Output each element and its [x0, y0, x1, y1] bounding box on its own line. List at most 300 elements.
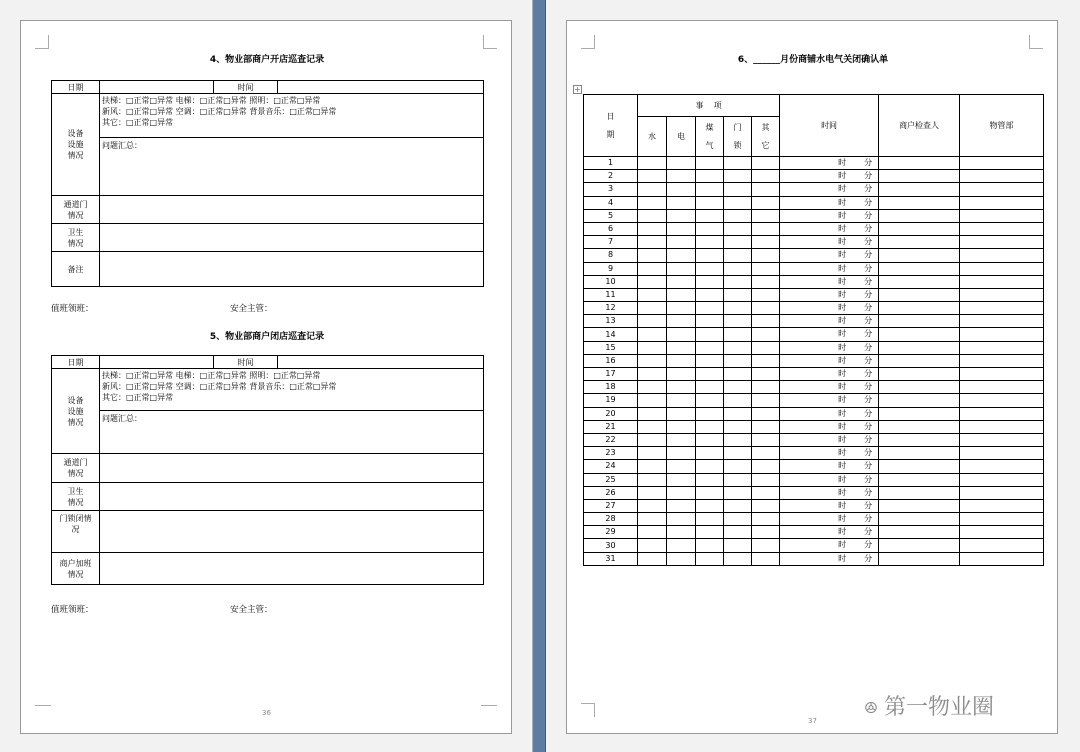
day-cell: 6	[584, 222, 638, 235]
property-cell[interactable]	[960, 341, 1044, 354]
property-cell[interactable]	[960, 302, 1044, 315]
hour-label: 时	[838, 527, 847, 537]
check-cell[interactable]	[638, 170, 667, 183]
form5-issues-label: 问题汇总：	[102, 414, 142, 423]
day-cell: 15	[584, 341, 638, 354]
check-cell[interactable]	[696, 526, 724, 539]
check-cell[interactable]	[724, 222, 752, 235]
check-cell[interactable]	[724, 381, 752, 394]
check-cell[interactable]	[638, 302, 667, 315]
check-cell[interactable]	[724, 407, 752, 420]
inspector-cell[interactable]	[879, 288, 960, 301]
check-cell[interactable]	[667, 394, 696, 407]
time-cell[interactable]	[780, 209, 879, 222]
form5-equip-line2[interactable]: 新风：□正常□异常 空调：□正常□异常 背景音乐：□正常□异常	[102, 382, 337, 391]
property-cell[interactable]	[960, 275, 1044, 288]
check-cell[interactable]	[696, 433, 724, 446]
property-cell[interactable]	[960, 249, 1044, 262]
check-cell[interactable]	[667, 275, 696, 288]
time-cell[interactable]	[780, 539, 879, 552]
check-cell[interactable]	[667, 499, 696, 512]
form5-hygiene-label: 卫生 情况	[52, 483, 100, 511]
inspector-cell[interactable]	[879, 183, 960, 196]
time-cell[interactable]	[780, 381, 879, 394]
check-cell[interactable]	[638, 526, 667, 539]
check-cell[interactable]	[752, 499, 780, 512]
check-cell[interactable]	[696, 407, 724, 420]
check-cell[interactable]	[638, 420, 667, 433]
check-cell[interactable]	[638, 368, 667, 381]
check-cell[interactable]	[696, 499, 724, 512]
check-cell[interactable]	[696, 222, 724, 235]
hour-label: 时	[838, 197, 847, 207]
form5-hygiene-field[interactable]	[100, 483, 484, 511]
form4-date-value[interactable]	[100, 81, 214, 94]
check-cell[interactable]	[752, 315, 780, 328]
inspector-cell[interactable]	[879, 407, 960, 420]
inspector-cell[interactable]	[879, 315, 960, 328]
form5-date-value[interactable]	[100, 356, 214, 369]
inspector-cell[interactable]	[879, 157, 960, 170]
form5-issues-field[interactable]	[100, 411, 484, 454]
check-cell[interactable]	[696, 170, 724, 183]
page-divider[interactable]	[532, 0, 546, 752]
form5-equip-line3[interactable]: 其它：□正常□异常	[102, 393, 174, 402]
check-cell[interactable]	[752, 249, 780, 262]
check-cell[interactable]	[667, 447, 696, 460]
check-cell[interactable]	[752, 368, 780, 381]
day-cell: 16	[584, 354, 638, 367]
check-cell[interactable]	[667, 341, 696, 354]
check-cell[interactable]	[724, 354, 752, 367]
check-cell[interactable]	[752, 170, 780, 183]
property-cell[interactable]	[960, 381, 1044, 394]
time-cell[interactable]	[780, 196, 879, 209]
check-cell[interactable]	[638, 381, 667, 394]
check-cell[interactable]	[724, 368, 752, 381]
property-cell[interactable]	[960, 196, 1044, 209]
time-cell[interactable]	[780, 420, 879, 433]
check-cell[interactable]	[638, 183, 667, 196]
check-cell[interactable]	[696, 486, 724, 499]
time-cell[interactable]	[780, 526, 879, 539]
form4-equip-line1[interactable]: 扶梯：□正常□异常 电梯：□正常□异常 照明：□正常□异常	[102, 96, 321, 105]
corner-mark-icon	[1029, 35, 1043, 49]
time-cell[interactable]	[780, 473, 879, 486]
form4-issues-label: 问题汇总：	[102, 141, 142, 150]
check-cell[interactable]	[724, 328, 752, 341]
check-cell[interactable]	[752, 460, 780, 473]
check-cell[interactable]	[667, 513, 696, 526]
form4-hygiene-field[interactable]	[100, 224, 484, 252]
check-cell[interactable]	[667, 209, 696, 222]
inspector-cell[interactable]	[879, 236, 960, 249]
time-cell[interactable]	[780, 315, 879, 328]
check-cell[interactable]	[696, 394, 724, 407]
time-cell[interactable]	[780, 288, 879, 301]
check-cell[interactable]	[724, 262, 752, 275]
check-cell[interactable]	[667, 249, 696, 262]
inspector-cell[interactable]	[879, 420, 960, 433]
inspector-cell[interactable]	[879, 302, 960, 315]
check-cell[interactable]	[696, 552, 724, 565]
check-cell[interactable]	[696, 249, 724, 262]
check-cell[interactable]	[724, 183, 752, 196]
time-cell[interactable]	[780, 262, 879, 275]
inspector-cell[interactable]	[879, 209, 960, 222]
check-cell[interactable]	[752, 209, 780, 222]
inspector-cell[interactable]	[879, 552, 960, 565]
property-cell[interactable]	[960, 328, 1044, 341]
check-cell[interactable]	[724, 513, 752, 526]
time-cell[interactable]	[780, 222, 879, 235]
check-cell[interactable]	[667, 183, 696, 196]
time-cell[interactable]	[780, 170, 879, 183]
check-cell[interactable]	[667, 262, 696, 275]
check-cell[interactable]	[696, 302, 724, 315]
check-cell[interactable]	[724, 539, 752, 552]
form5-date-label: 日期	[52, 356, 100, 369]
check-cell[interactable]	[724, 552, 752, 565]
check-cell[interactable]	[638, 499, 667, 512]
inspector-cell[interactable]	[879, 513, 960, 526]
inspector-cell[interactable]	[879, 275, 960, 288]
hour-label: 时	[838, 461, 847, 471]
inspector-cell[interactable]	[879, 526, 960, 539]
check-cell[interactable]	[667, 236, 696, 249]
check-cell[interactable]	[638, 552, 667, 565]
check-cell[interactable]	[638, 222, 667, 235]
check-cell[interactable]	[724, 209, 752, 222]
time-cell[interactable]	[780, 552, 879, 565]
property-cell[interactable]	[960, 236, 1044, 249]
check-cell[interactable]	[696, 262, 724, 275]
check-cell[interactable]	[724, 157, 752, 170]
form4-security-supervisor: 安全主管：	[230, 304, 273, 314]
check-cell[interactable]	[724, 170, 752, 183]
table-row	[584, 407, 1044, 420]
check-cell[interactable]	[667, 354, 696, 367]
check-cell[interactable]	[724, 275, 752, 288]
time-cell[interactable]	[780, 328, 879, 341]
time-cell[interactable]	[780, 275, 879, 288]
check-cell[interactable]	[696, 381, 724, 394]
property-cell[interactable]	[960, 170, 1044, 183]
time-cell[interactable]	[780, 302, 879, 315]
check-cell[interactable]	[638, 473, 667, 486]
check-cell[interactable]	[752, 381, 780, 394]
form5-passage-field[interactable]	[100, 454, 484, 483]
check-cell[interactable]	[752, 157, 780, 170]
time-cell[interactable]	[780, 341, 879, 354]
inspector-cell[interactable]	[879, 473, 960, 486]
check-cell[interactable]	[724, 315, 752, 328]
time-cell[interactable]	[780, 368, 879, 381]
check-cell[interactable]	[696, 236, 724, 249]
property-cell[interactable]	[960, 157, 1044, 170]
time-cell[interactable]	[780, 499, 879, 512]
check-cell[interactable]	[752, 302, 780, 315]
property-cell[interactable]	[960, 513, 1044, 526]
check-cell[interactable]	[752, 196, 780, 209]
check-cell[interactable]	[696, 447, 724, 460]
inspector-cell[interactable]	[879, 539, 960, 552]
time-cell[interactable]	[780, 394, 879, 407]
time-cell[interactable]	[780, 513, 879, 526]
property-cell[interactable]	[960, 539, 1044, 552]
inspector-cell[interactable]	[879, 381, 960, 394]
property-cell[interactable]	[960, 183, 1044, 196]
check-cell[interactable]	[638, 157, 667, 170]
day-cell: 30	[584, 539, 638, 552]
time-cell[interactable]	[780, 407, 879, 420]
check-cell[interactable]	[752, 420, 780, 433]
property-cell[interactable]	[960, 315, 1044, 328]
check-cell[interactable]	[696, 460, 724, 473]
property-cell[interactable]	[960, 354, 1044, 367]
inspector-cell[interactable]	[879, 354, 960, 367]
inspector-cell[interactable]	[879, 460, 960, 473]
time-cell[interactable]	[780, 183, 879, 196]
inspector-cell[interactable]	[879, 341, 960, 354]
time-cell[interactable]	[780, 354, 879, 367]
check-cell[interactable]	[638, 341, 667, 354]
check-cell[interactable]	[667, 486, 696, 499]
time-cell[interactable]	[780, 460, 879, 473]
form5-equip-line1[interactable]: 扶梯：□正常□异常 电梯：□正常□异常 照明：□正常□异常	[102, 371, 321, 380]
form4-equip-line3[interactable]: 其它：□正常□异常	[102, 118, 174, 127]
inspector-cell[interactable]	[879, 486, 960, 499]
inspector-cell[interactable]	[879, 196, 960, 209]
check-cell[interactable]	[667, 288, 696, 301]
check-cell[interactable]	[667, 222, 696, 235]
property-cell[interactable]	[960, 262, 1044, 275]
inspector-cell[interactable]	[879, 249, 960, 262]
hour-label: 时	[838, 382, 847, 392]
check-cell[interactable]	[752, 513, 780, 526]
check-cell[interactable]	[696, 157, 724, 170]
check-cell[interactable]	[752, 341, 780, 354]
check-cell[interactable]	[724, 249, 752, 262]
check-cell[interactable]	[638, 407, 667, 420]
check-cell[interactable]	[752, 407, 780, 420]
property-cell[interactable]	[960, 486, 1044, 499]
table-row	[584, 473, 1044, 486]
check-cell[interactable]	[638, 513, 667, 526]
check-cell[interactable]	[724, 473, 752, 486]
check-cell[interactable]	[667, 157, 696, 170]
property-cell[interactable]	[960, 433, 1044, 446]
check-cell[interactable]	[724, 433, 752, 446]
time-cell[interactable]	[780, 486, 879, 499]
check-cell[interactable]	[696, 196, 724, 209]
check-cell[interactable]	[638, 315, 667, 328]
check-cell[interactable]	[667, 473, 696, 486]
property-cell[interactable]	[960, 447, 1044, 460]
check-cell[interactable]	[696, 354, 724, 367]
check-cell[interactable]	[724, 302, 752, 315]
minute-label: 分	[864, 303, 873, 313]
check-cell[interactable]	[752, 354, 780, 367]
check-cell[interactable]	[724, 341, 752, 354]
form6-other-header: 其 它	[752, 117, 780, 157]
property-cell[interactable]	[960, 394, 1044, 407]
inspector-cell[interactable]	[879, 499, 960, 512]
check-cell[interactable]	[724, 420, 752, 433]
check-cell[interactable]	[638, 262, 667, 275]
check-cell[interactable]	[638, 288, 667, 301]
check-cell[interactable]	[752, 539, 780, 552]
check-cell[interactable]	[752, 183, 780, 196]
check-cell[interactable]	[724, 196, 752, 209]
check-cell[interactable]	[752, 486, 780, 499]
check-cell[interactable]	[667, 315, 696, 328]
check-cell[interactable]	[667, 170, 696, 183]
inspector-cell[interactable]	[879, 368, 960, 381]
check-cell[interactable]	[752, 262, 780, 275]
check-cell[interactable]	[638, 486, 667, 499]
form5-overtime-field[interactable]	[100, 553, 484, 585]
inspector-cell[interactable]	[879, 170, 960, 183]
check-cell[interactable]	[638, 328, 667, 341]
property-cell[interactable]	[960, 473, 1044, 486]
check-cell[interactable]	[638, 433, 667, 446]
check-cell[interactable]	[752, 526, 780, 539]
check-cell[interactable]	[638, 354, 667, 367]
property-cell[interactable]	[960, 552, 1044, 565]
check-cell[interactable]	[724, 486, 752, 499]
inspector-cell[interactable]	[879, 328, 960, 341]
check-cell[interactable]	[638, 249, 667, 262]
property-cell[interactable]	[960, 499, 1044, 512]
table-row	[584, 262, 1044, 275]
check-cell[interactable]	[752, 433, 780, 446]
check-cell[interactable]	[752, 222, 780, 235]
check-cell[interactable]	[667, 368, 696, 381]
property-cell[interactable]	[960, 526, 1044, 539]
day-cell: 31	[584, 552, 638, 565]
check-cell[interactable]	[667, 302, 696, 315]
check-cell[interactable]	[638, 539, 667, 552]
time-cell[interactable]	[780, 433, 879, 446]
check-cell[interactable]	[667, 381, 696, 394]
form4-remarks-field[interactable]	[100, 252, 484, 287]
time-cell[interactable]	[780, 236, 879, 249]
check-cell[interactable]	[696, 473, 724, 486]
check-cell[interactable]	[696, 513, 724, 526]
watermark	[864, 690, 994, 721]
hour-label: 时	[838, 395, 847, 405]
check-cell[interactable]	[724, 288, 752, 301]
check-cell[interactable]	[667, 552, 696, 565]
check-cell[interactable]	[667, 196, 696, 209]
hour-label: 时	[838, 289, 847, 299]
property-cell[interactable]	[960, 460, 1044, 473]
check-cell[interactable]	[696, 539, 724, 552]
check-cell[interactable]	[752, 236, 780, 249]
check-cell[interactable]	[696, 368, 724, 381]
check-cell[interactable]	[752, 473, 780, 486]
check-cell[interactable]	[724, 460, 752, 473]
check-cell[interactable]	[752, 394, 780, 407]
check-cell[interactable]	[638, 275, 667, 288]
check-cell[interactable]	[696, 341, 724, 354]
day-cell: 2	[584, 170, 638, 183]
check-cell[interactable]	[638, 236, 667, 249]
check-cell[interactable]	[638, 460, 667, 473]
form4-issues-field[interactable]	[100, 138, 484, 196]
check-cell[interactable]	[696, 288, 724, 301]
check-cell[interactable]	[667, 407, 696, 420]
day-cell: 25	[584, 473, 638, 486]
check-cell[interactable]	[696, 420, 724, 433]
check-cell[interactable]	[724, 447, 752, 460]
inspector-cell[interactable]	[879, 394, 960, 407]
table-row	[584, 433, 1044, 446]
check-cell[interactable]	[696, 315, 724, 328]
check-cell[interactable]	[667, 460, 696, 473]
check-cell[interactable]	[696, 209, 724, 222]
inspector-cell[interactable]	[879, 433, 960, 446]
inspector-cell[interactable]	[879, 447, 960, 460]
inspector-cell[interactable]	[879, 262, 960, 275]
form4-time-value[interactable]	[278, 81, 484, 94]
check-cell[interactable]	[724, 499, 752, 512]
check-cell[interactable]	[667, 420, 696, 433]
check-cell[interactable]	[638, 196, 667, 209]
check-cell[interactable]	[752, 288, 780, 301]
check-cell[interactable]	[667, 328, 696, 341]
form5-lock-field[interactable]	[100, 511, 484, 553]
time-cell[interactable]	[780, 447, 879, 460]
check-cell[interactable]	[752, 552, 780, 565]
time-cell[interactable]	[780, 157, 879, 170]
property-cell[interactable]	[960, 288, 1044, 301]
property-cell[interactable]	[960, 407, 1044, 420]
hour-label: 时	[838, 171, 847, 181]
property-cell[interactable]	[960, 368, 1044, 381]
check-cell[interactable]	[667, 433, 696, 446]
check-cell[interactable]	[696, 328, 724, 341]
form4-passage-field[interactable]	[100, 196, 484, 224]
hour-label: 时	[838, 237, 847, 247]
hour-label: 时	[838, 316, 847, 326]
check-cell[interactable]	[638, 394, 667, 407]
check-cell[interactable]	[638, 447, 667, 460]
check-cell[interactable]	[696, 275, 724, 288]
check-cell[interactable]	[752, 275, 780, 288]
day-cell: 9	[584, 262, 638, 275]
property-cell[interactable]	[960, 420, 1044, 433]
form5-time-value[interactable]	[278, 356, 484, 369]
check-cell[interactable]	[696, 183, 724, 196]
check-cell[interactable]	[638, 209, 667, 222]
table-move-handle-icon[interactable]: +	[574, 85, 581, 94]
check-cell[interactable]	[724, 236, 752, 249]
check-cell[interactable]	[667, 539, 696, 552]
check-cell[interactable]	[752, 328, 780, 341]
time-cell[interactable]	[780, 249, 879, 262]
property-cell[interactable]	[960, 209, 1044, 222]
minute-label: 分	[864, 408, 873, 418]
check-cell[interactable]	[752, 447, 780, 460]
check-cell[interactable]	[724, 526, 752, 539]
check-cell[interactable]	[667, 526, 696, 539]
form4-equip-line2[interactable]: 新风：□正常□异常 空调：□正常□异常 背景音乐：□正常□异常	[102, 107, 337, 116]
inspector-cell[interactable]	[879, 222, 960, 235]
check-cell[interactable]	[724, 394, 752, 407]
property-cell[interactable]	[960, 222, 1044, 235]
